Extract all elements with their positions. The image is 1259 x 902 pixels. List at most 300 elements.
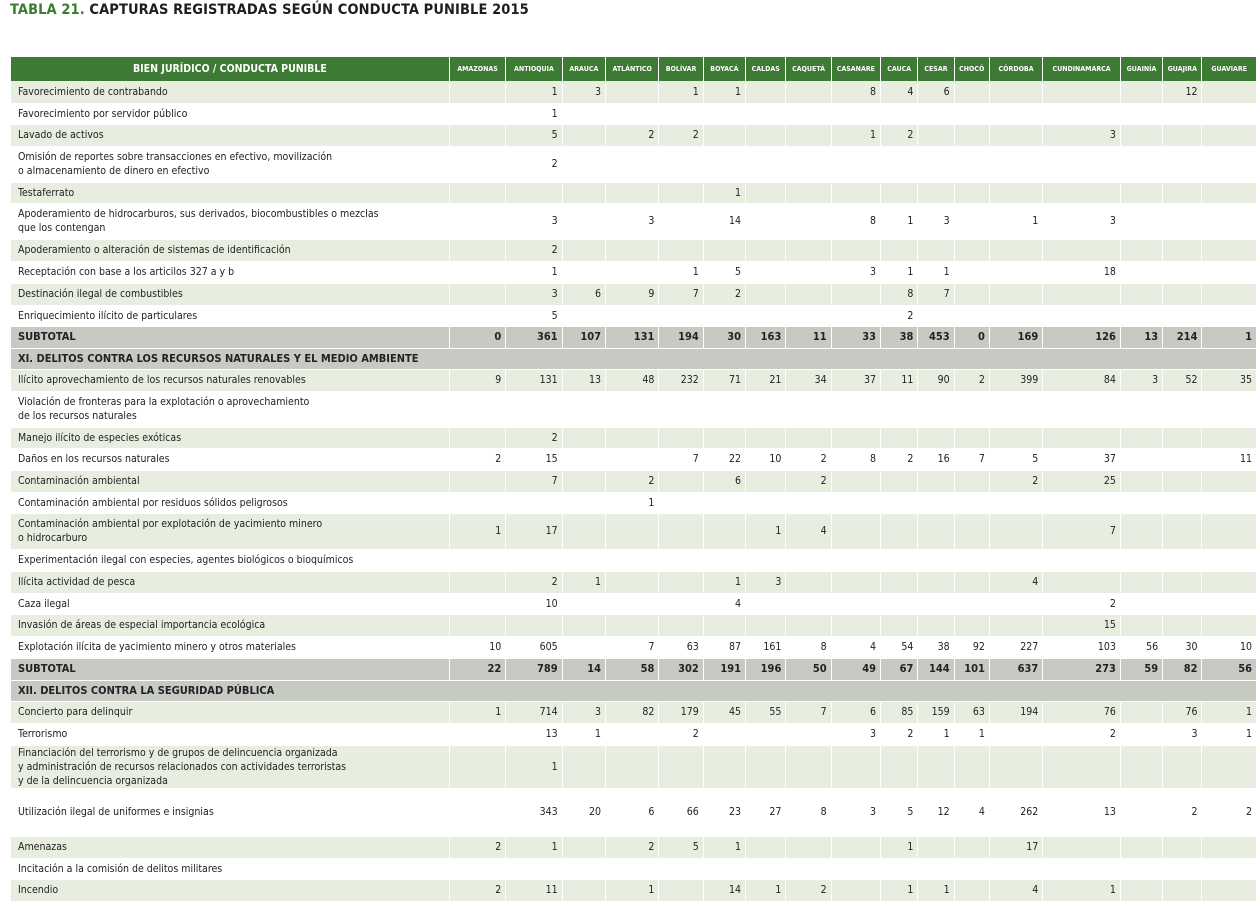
- value-cell: [449, 203, 505, 239]
- value-cell: [1120, 182, 1162, 203]
- value-cell: [562, 836, 605, 858]
- value-cell: [1120, 81, 1162, 103]
- value-cell: 27: [746, 788, 786, 836]
- value-cell: 14: [703, 879, 745, 901]
- value-cell: [606, 146, 659, 182]
- value-cell: 10: [449, 636, 505, 658]
- value-cell: 3: [506, 203, 562, 239]
- value-cell: [1043, 571, 1121, 593]
- value-cell: [1043, 427, 1121, 448]
- value-cell: 1: [449, 513, 505, 549]
- value-cell: [989, 146, 1042, 182]
- value-cell: [746, 103, 786, 124]
- value-cell: [1163, 427, 1202, 448]
- value-cell: [562, 427, 605, 448]
- value-cell: [1202, 239, 1257, 261]
- value-cell: [562, 513, 605, 549]
- value-cell: [659, 858, 703, 879]
- value-cell: [746, 305, 786, 326]
- value-cell: [831, 283, 880, 305]
- value-cell: [1202, 745, 1257, 788]
- value-cell: [746, 723, 786, 745]
- column-header-antioquia: ANTIOQUIA: [506, 57, 562, 81]
- value-cell: 55: [746, 701, 786, 723]
- value-cell: [746, 146, 786, 182]
- value-cell: [954, 283, 989, 305]
- value-cell: [918, 745, 954, 788]
- value-cell: [786, 146, 831, 182]
- value-cell: [746, 283, 786, 305]
- value-cell: 227: [989, 636, 1042, 658]
- value-cell: [954, 427, 989, 448]
- value-cell: [1202, 391, 1257, 427]
- value-cell: [1120, 261, 1162, 283]
- value-cell: [954, 858, 989, 879]
- row-label: Apoderamiento de hidrocarburos, sus derivados, biocombustibles o mezclas que los contengan: [11, 203, 449, 239]
- table-row: [11, 614, 1257, 636]
- value-cell: 2: [1163, 788, 1202, 836]
- column-header-guainia: GUAINÍA: [1120, 57, 1162, 81]
- value-cell: [989, 124, 1042, 146]
- value-cell: 59: [1120, 658, 1162, 680]
- value-cell: [703, 146, 745, 182]
- subtotal-label: SUBTOTAL: [11, 658, 449, 680]
- value-cell: 0: [954, 326, 989, 348]
- value-cell: 2: [786, 879, 831, 901]
- row-label: Testaferrato: [11, 182, 449, 203]
- value-cell: 2: [881, 723, 918, 745]
- value-cell: [659, 391, 703, 427]
- value-cell: [786, 614, 831, 636]
- value-cell: [989, 283, 1042, 305]
- value-cell: [606, 81, 659, 103]
- column-header-caqueta: CAQUETÁ: [786, 57, 831, 81]
- value-cell: [1202, 470, 1257, 492]
- value-cell: [1043, 391, 1121, 427]
- value-cell: [659, 470, 703, 492]
- value-cell: [954, 745, 989, 788]
- value-cell: [786, 427, 831, 448]
- value-cell: 84: [1043, 369, 1121, 391]
- value-cell: [506, 492, 562, 513]
- value-cell: 14: [562, 658, 605, 680]
- value-cell: [989, 549, 1042, 571]
- value-cell: [918, 593, 954, 614]
- value-cell: [1202, 182, 1257, 203]
- row-label: Favorecimiento de contrabando: [11, 81, 449, 103]
- value-cell: 8: [881, 283, 918, 305]
- value-cell: 3: [562, 701, 605, 723]
- value-cell: [1202, 146, 1257, 182]
- value-cell: 18: [1043, 261, 1121, 283]
- value-cell: 2: [506, 571, 562, 593]
- value-cell: [449, 103, 505, 124]
- value-cell: 2: [703, 283, 745, 305]
- row-label: Receptación con base a los articilos 327 a y b: [11, 261, 449, 283]
- value-cell: [659, 879, 703, 901]
- value-cell: [954, 124, 989, 146]
- value-cell: [606, 103, 659, 124]
- value-cell: [881, 182, 918, 203]
- value-cell: [1043, 182, 1121, 203]
- value-cell: 4: [831, 636, 880, 658]
- value-cell: 1: [659, 81, 703, 103]
- value-cell: [1202, 513, 1257, 549]
- value-cell: [786, 203, 831, 239]
- column-header-arauca: ARAUCA: [562, 57, 605, 81]
- value-cell: [786, 81, 831, 103]
- value-cell: [449, 549, 505, 571]
- value-cell: [1120, 239, 1162, 261]
- value-cell: [918, 391, 954, 427]
- value-cell: 126: [1043, 326, 1121, 348]
- value-cell: [562, 492, 605, 513]
- value-cell: [989, 81, 1042, 103]
- value-cell: 131: [506, 369, 562, 391]
- value-cell: 3: [1163, 723, 1202, 745]
- value-cell: [449, 391, 505, 427]
- value-cell: 7: [659, 448, 703, 470]
- value-cell: [786, 492, 831, 513]
- value-cell: 7: [659, 283, 703, 305]
- table-row: [11, 182, 1257, 203]
- value-cell: 262: [989, 788, 1042, 836]
- value-cell: 67: [881, 658, 918, 680]
- value-cell: 194: [659, 326, 703, 348]
- value-cell: [1043, 103, 1121, 124]
- table-row: [11, 427, 1257, 448]
- value-cell: [1043, 146, 1121, 182]
- value-cell: [746, 203, 786, 239]
- value-cell: [918, 571, 954, 593]
- value-cell: [954, 182, 989, 203]
- value-cell: [746, 745, 786, 788]
- value-cell: 1: [746, 879, 786, 901]
- value-cell: [1163, 879, 1202, 901]
- value-cell: 11: [1202, 448, 1257, 470]
- value-cell: [659, 745, 703, 788]
- value-cell: [918, 146, 954, 182]
- value-cell: 2: [506, 146, 562, 182]
- value-cell: [1163, 239, 1202, 261]
- value-cell: [1202, 283, 1257, 305]
- value-cell: 1: [1202, 723, 1257, 745]
- table-row: [11, 81, 1257, 103]
- value-cell: 1: [881, 261, 918, 283]
- value-cell: [562, 391, 605, 427]
- value-cell: [703, 513, 745, 549]
- row-label: Explotación ilícita de yacimiento minero y otros materiales: [11, 636, 449, 658]
- value-cell: [831, 571, 880, 593]
- value-cell: [831, 492, 880, 513]
- column-header-cordoba: CÓRDOBA: [989, 57, 1042, 81]
- value-cell: 2: [606, 124, 659, 146]
- column-header-bolivar: BOLÍVAR: [659, 57, 703, 81]
- value-cell: [1202, 858, 1257, 879]
- value-cell: [786, 745, 831, 788]
- value-cell: [606, 182, 659, 203]
- value-cell: [1120, 723, 1162, 745]
- value-cell: 16: [918, 448, 954, 470]
- value-cell: [989, 261, 1042, 283]
- value-cell: [786, 305, 831, 326]
- value-cell: 5: [506, 305, 562, 326]
- value-cell: 7: [506, 470, 562, 492]
- value-cell: 2: [506, 239, 562, 261]
- value-cell: [606, 513, 659, 549]
- value-cell: [1120, 701, 1162, 723]
- value-cell: 1: [506, 261, 562, 283]
- value-cell: [746, 427, 786, 448]
- value-cell: [746, 858, 786, 879]
- table-row: [11, 391, 1257, 427]
- value-cell: 2: [1202, 788, 1257, 836]
- value-cell: [1163, 261, 1202, 283]
- value-cell: 1: [703, 571, 745, 593]
- value-cell: 3: [831, 723, 880, 745]
- value-cell: 13: [562, 369, 605, 391]
- value-cell: [881, 513, 918, 549]
- value-cell: 0: [449, 326, 505, 348]
- row-label: Amenazas: [11, 836, 449, 858]
- value-cell: [1043, 81, 1121, 103]
- value-cell: [786, 103, 831, 124]
- value-cell: [1043, 283, 1121, 305]
- value-cell: [1163, 614, 1202, 636]
- value-cell: 159: [918, 701, 954, 723]
- value-cell: 12: [1163, 81, 1202, 103]
- value-cell: [659, 203, 703, 239]
- row-label: Ilícita actividad de pesca: [11, 571, 449, 593]
- value-cell: [1163, 103, 1202, 124]
- value-cell: 1: [703, 81, 745, 103]
- value-cell: [449, 239, 505, 261]
- value-cell: [449, 283, 505, 305]
- value-cell: [1202, 614, 1257, 636]
- table-row: [11, 470, 1257, 492]
- value-cell: [954, 146, 989, 182]
- row-label: Terrorismo: [11, 723, 449, 745]
- value-cell: [606, 239, 659, 261]
- value-cell: [989, 103, 1042, 124]
- value-cell: [954, 391, 989, 427]
- value-cell: 107: [562, 326, 605, 348]
- table-row: [11, 283, 1257, 305]
- row-label: Concierto para delinquir: [11, 701, 449, 723]
- table-title-text: CAPTURAS REGISTRADAS SEGÚN CONDUCTA PUNIBLE 2015: [89, 2, 529, 18]
- row-label: Invasión de áreas de especial importancia ecológica: [11, 614, 449, 636]
- value-cell: [746, 492, 786, 513]
- value-cell: 21: [746, 369, 786, 391]
- value-cell: [449, 745, 505, 788]
- value-cell: [1043, 836, 1121, 858]
- value-cell: [1202, 261, 1257, 283]
- value-cell: [746, 836, 786, 858]
- table-title: [10, 2, 529, 18]
- value-cell: 11: [786, 326, 831, 348]
- value-cell: [831, 879, 880, 901]
- value-cell: [831, 614, 880, 636]
- value-cell: [746, 614, 786, 636]
- value-cell: 789: [506, 658, 562, 680]
- value-cell: [1163, 124, 1202, 146]
- value-cell: [1043, 858, 1121, 879]
- value-cell: 3: [606, 203, 659, 239]
- value-cell: [1120, 146, 1162, 182]
- value-cell: [1120, 788, 1162, 836]
- value-cell: [562, 103, 605, 124]
- value-cell: [746, 124, 786, 146]
- value-cell: [881, 858, 918, 879]
- value-cell: [1202, 305, 1257, 326]
- value-cell: [506, 549, 562, 571]
- value-cell: 7: [606, 636, 659, 658]
- row-label: Contaminación ambiental: [11, 470, 449, 492]
- value-cell: [1202, 879, 1257, 901]
- value-cell: 131: [606, 326, 659, 348]
- value-cell: [449, 470, 505, 492]
- value-cell: 2: [786, 470, 831, 492]
- value-cell: [1202, 124, 1257, 146]
- value-cell: [918, 470, 954, 492]
- value-cell: [659, 571, 703, 593]
- value-cell: 1: [606, 492, 659, 513]
- table-row: [11, 858, 1257, 879]
- value-cell: 2: [659, 723, 703, 745]
- value-cell: [746, 549, 786, 571]
- value-cell: 7: [918, 283, 954, 305]
- value-cell: 76: [1163, 701, 1202, 723]
- column-header-cundinamarca: CUNDINAMARCA: [1043, 57, 1121, 81]
- value-cell: [831, 391, 880, 427]
- value-cell: 66: [659, 788, 703, 836]
- value-cell: 30: [1163, 636, 1202, 658]
- value-cell: 30: [703, 326, 745, 348]
- value-cell: 5: [881, 788, 918, 836]
- value-cell: 1: [562, 723, 605, 745]
- value-cell: [659, 492, 703, 513]
- value-cell: [449, 723, 505, 745]
- value-cell: 1: [1202, 326, 1257, 348]
- table-row: [11, 124, 1257, 146]
- value-cell: [1120, 836, 1162, 858]
- value-cell: [449, 788, 505, 836]
- value-cell: [1202, 836, 1257, 858]
- table-row: [11, 492, 1257, 513]
- row-label: Incendio: [11, 879, 449, 901]
- value-cell: 58: [606, 658, 659, 680]
- value-cell: [1202, 203, 1257, 239]
- value-cell: 8: [786, 636, 831, 658]
- value-cell: [746, 391, 786, 427]
- value-cell: [449, 614, 505, 636]
- value-cell: [606, 261, 659, 283]
- value-cell: [881, 614, 918, 636]
- value-cell: [786, 593, 831, 614]
- value-cell: [562, 614, 605, 636]
- value-cell: 1: [506, 745, 562, 788]
- value-cell: [989, 745, 1042, 788]
- value-cell: 56: [1120, 636, 1162, 658]
- value-cell: [1202, 593, 1257, 614]
- value-cell: [703, 614, 745, 636]
- value-cell: [606, 571, 659, 593]
- value-cell: [786, 261, 831, 283]
- value-cell: 144: [918, 658, 954, 680]
- value-cell: 34: [786, 369, 831, 391]
- value-cell: [449, 81, 505, 103]
- value-cell: [659, 513, 703, 549]
- value-cell: [1120, 448, 1162, 470]
- section-title: XII. DELITOS CONTRA LA SEGURIDAD PÚBLICA: [11, 680, 1257, 701]
- value-cell: [606, 448, 659, 470]
- row-label: Ilícito aprovechamiento de los recursos naturales renovables: [11, 369, 449, 391]
- table-row: [11, 571, 1257, 593]
- value-cell: 1: [918, 723, 954, 745]
- value-cell: [881, 103, 918, 124]
- value-cell: 2: [1043, 593, 1121, 614]
- value-cell: [1120, 745, 1162, 788]
- value-cell: [881, 571, 918, 593]
- value-cell: [1043, 745, 1121, 788]
- value-cell: [449, 593, 505, 614]
- value-cell: 9: [449, 369, 505, 391]
- table-row: [11, 369, 1257, 391]
- table-row: [11, 261, 1257, 283]
- value-cell: 3: [831, 261, 880, 283]
- value-cell: [786, 723, 831, 745]
- value-cell: [659, 427, 703, 448]
- value-cell: 37: [1043, 448, 1121, 470]
- value-cell: [703, 239, 745, 261]
- value-cell: [831, 239, 880, 261]
- value-cell: 37: [831, 369, 880, 391]
- value-cell: 399: [989, 369, 1042, 391]
- value-cell: [1120, 614, 1162, 636]
- value-cell: 7: [954, 448, 989, 470]
- value-cell: 2: [989, 470, 1042, 492]
- value-cell: 1: [918, 261, 954, 283]
- value-cell: 49: [831, 658, 880, 680]
- value-cell: [659, 239, 703, 261]
- column-header-atlantico: ATLÁNTICO: [606, 57, 659, 81]
- value-cell: 52: [1163, 369, 1202, 391]
- value-cell: [659, 305, 703, 326]
- value-cell: [1120, 593, 1162, 614]
- value-cell: [989, 858, 1042, 879]
- value-cell: [562, 203, 605, 239]
- value-cell: [1043, 305, 1121, 326]
- value-cell: [786, 549, 831, 571]
- value-cell: [1163, 182, 1202, 203]
- value-cell: [954, 203, 989, 239]
- value-cell: 1: [659, 261, 703, 283]
- subtotal-row: [11, 326, 1257, 348]
- value-cell: [606, 305, 659, 326]
- value-cell: 6: [703, 470, 745, 492]
- table-row: [11, 788, 1257, 836]
- value-cell: [606, 549, 659, 571]
- value-cell: [1163, 836, 1202, 858]
- value-cell: [1163, 391, 1202, 427]
- value-cell: [881, 239, 918, 261]
- value-cell: 76: [1043, 701, 1121, 723]
- value-cell: 1: [606, 879, 659, 901]
- value-cell: 2: [881, 305, 918, 326]
- value-cell: 2: [1043, 723, 1121, 745]
- table-row: [11, 701, 1257, 723]
- value-cell: [562, 549, 605, 571]
